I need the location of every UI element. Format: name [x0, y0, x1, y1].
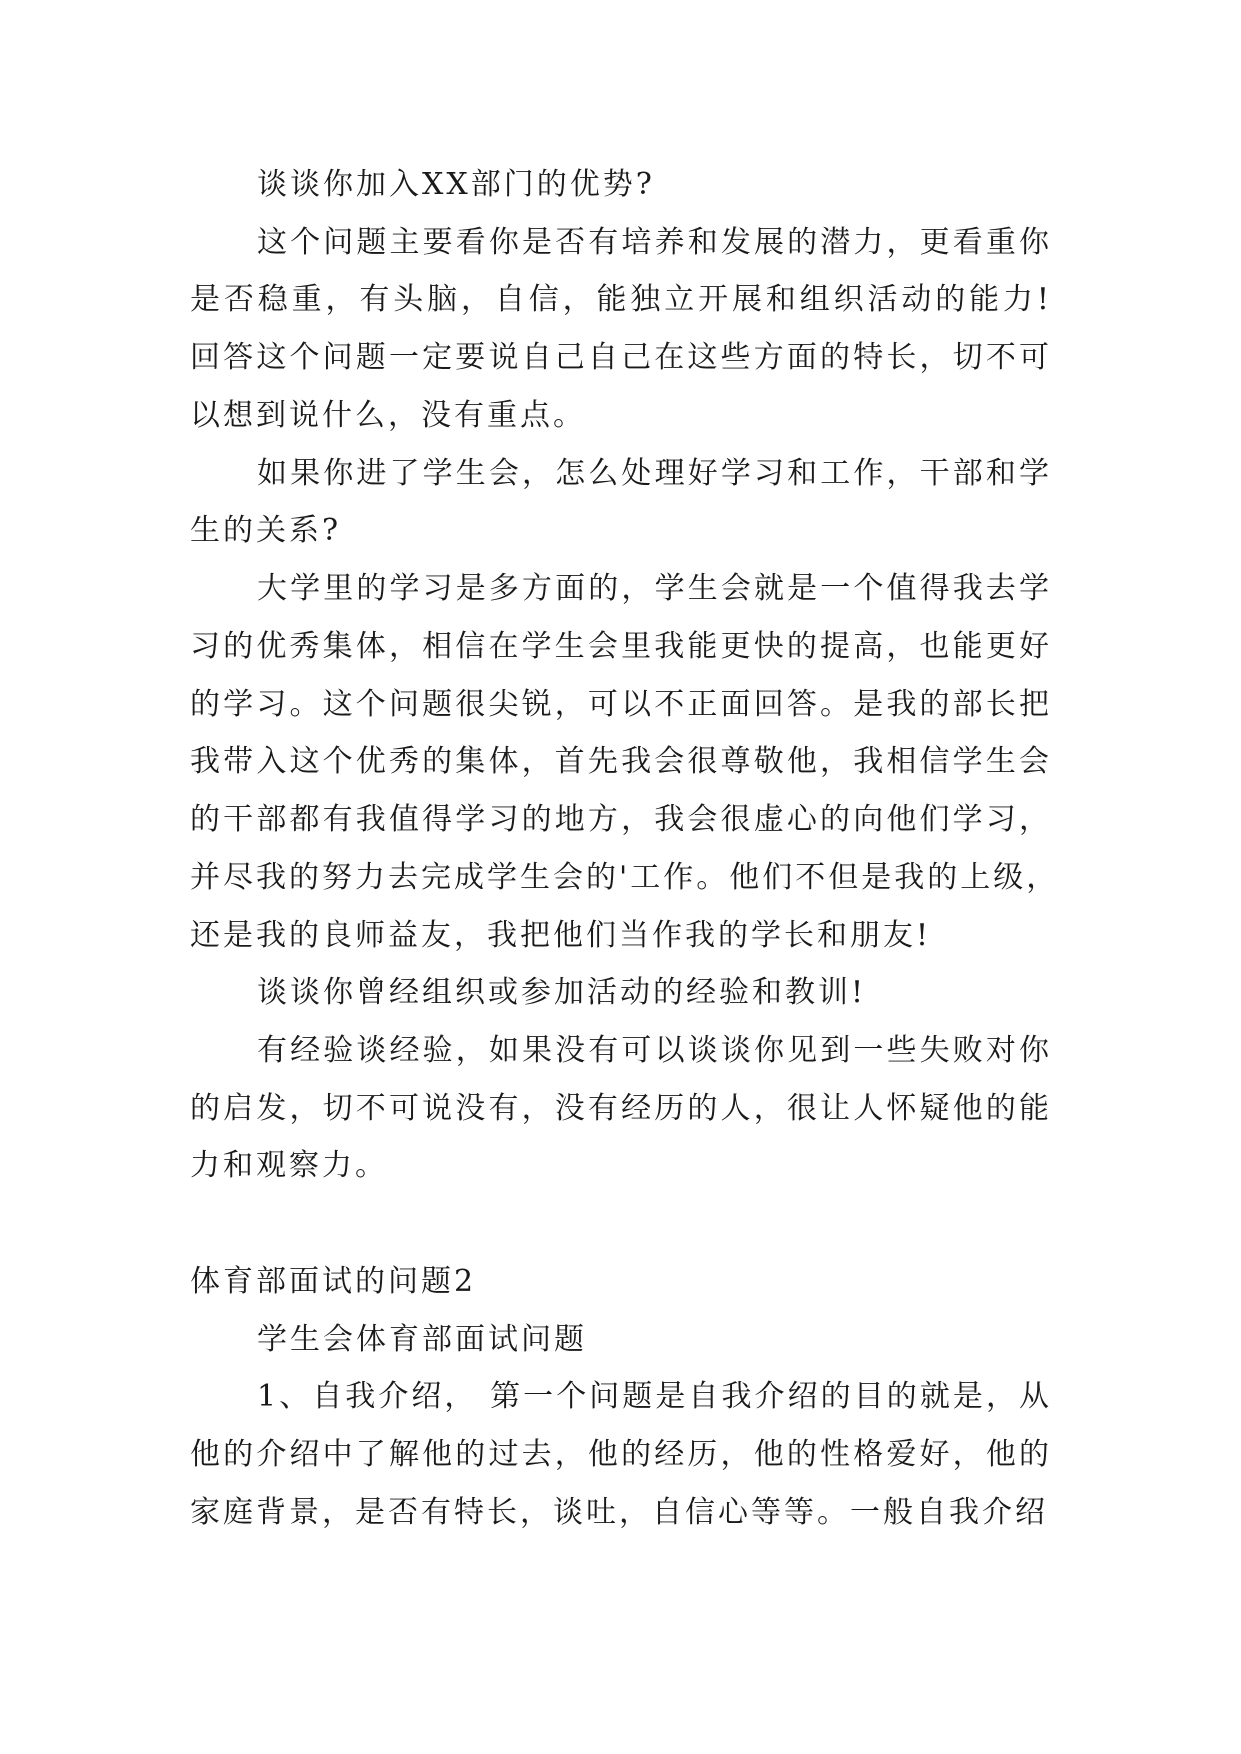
- text-line: 他的介绍中了解他的过去，他的经历，他的性格爱好，他的: [190, 1437, 1052, 1473]
- paragraph: [190, 1311, 1052, 1369]
- text-line: 1、自我介绍， 第一个问题是自我介绍的目的就是，从: [257, 1379, 1052, 1415]
- paragraph: [190, 1368, 1052, 1541]
- text-line: 学生会体育部面试问题: [257, 1321, 587, 1357]
- text-line: 力和观察力。: [190, 1148, 388, 1184]
- text-line: 的干部都有我值得学习的地方，我会很虚心的向他们学习，: [190, 802, 1052, 838]
- text-line: 习的优秀集体，相信在学生会里我能更快的提高，也能更好: [190, 628, 1052, 664]
- text-line: 的学习。这个问题很尖锐，可以不正面回答。是我的部长把: [190, 686, 1052, 722]
- paragraph: [190, 214, 1052, 445]
- text-line: 大学里的学习是多方面的，学生会就是一个值得我去学: [257, 571, 1052, 607]
- text-line: 生的关系?: [190, 513, 342, 549]
- paragraph: [190, 964, 1052, 1022]
- text-line: 家庭背景，是否有特长，谈吐，自信心等等。一般自我介绍: [190, 1494, 1048, 1530]
- text-line: 我带入这个优秀的集体，首先我会很尊敬他，我相信学生会: [190, 744, 1052, 780]
- blank-line: [190, 1195, 1052, 1253]
- paragraph: [190, 156, 1052, 214]
- section-heading: 体育部面试的问题2: [190, 1263, 477, 1299]
- text-line: 谈谈你加入XX部门的优势?: [257, 167, 655, 202]
- text-line: 的启发，切不可说没有，没有经历的人，很让人怀疑他的能: [190, 1090, 1052, 1126]
- text-line: 这个问题主要看你是否有培养和发展的潜力，更看重你: [257, 224, 1052, 260]
- paragraph: [190, 560, 1060, 964]
- document-body: [190, 156, 1060, 1542]
- text-line: 谈谈你曾经组织或参加活动的经验和教训!: [257, 975, 867, 1011]
- text-line: 并尽我的努力去完成学生会的'工作。他们不但是我的上级，: [190, 859, 1060, 895]
- text-line: 回答这个问题一定要说自己自己在这些方面的特长，切不可: [190, 340, 1052, 376]
- text-line: 是否稳重，有头脑，自信，能独立开展和组织活动的能力!: [190, 282, 1052, 318]
- text-line: 有经验谈经验，如果没有可以谈谈你见到一些失败对你: [257, 1033, 1052, 1069]
- text-line: 以想到说什么，没有重点。: [190, 397, 586, 433]
- paragraph: [190, 1022, 1052, 1195]
- paragraph: [190, 445, 1052, 560]
- text-line: 如果你进了学生会，怎么处理好学习和工作，干部和学: [257, 455, 1052, 491]
- text-line: 还是我的良师益友，我把他们当作我的学长和朋友!: [190, 917, 932, 953]
